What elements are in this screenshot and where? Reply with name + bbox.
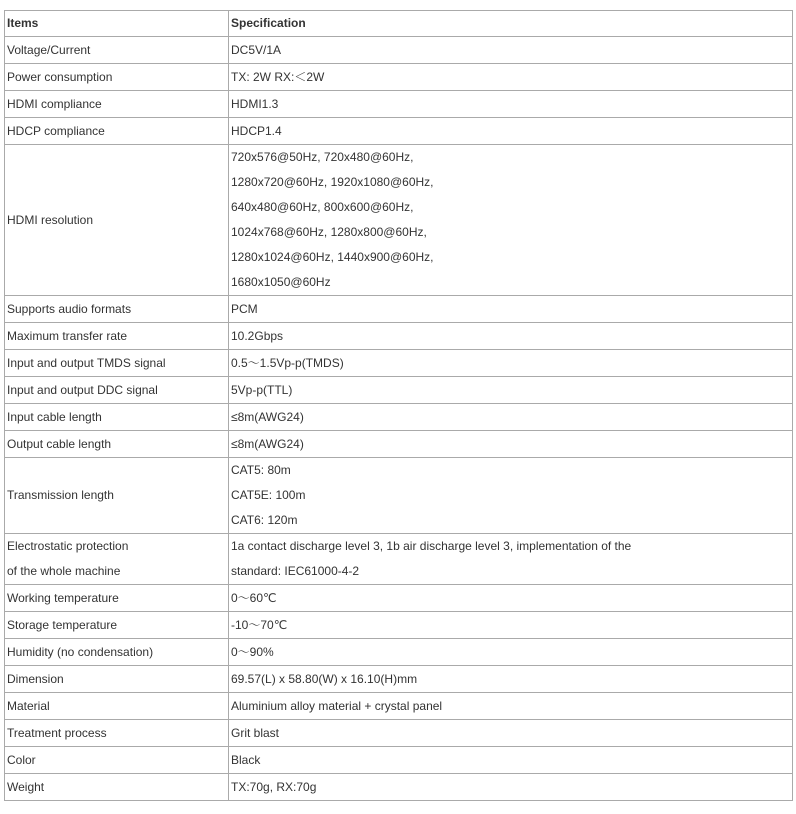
spec-cell	[229, 585, 793, 612]
spec-cell	[229, 431, 793, 458]
item-cell	[5, 693, 229, 720]
item-cell-line: Input and output TMDS signal	[7, 355, 166, 370]
spec-cell-line: HDMI1.3	[231, 96, 279, 111]
spec-cell-line: -10～70℃	[231, 617, 288, 632]
item-cell-line: Transmission length	[7, 488, 114, 502]
item-cell	[5, 774, 229, 801]
table-row	[5, 377, 793, 404]
table-row	[5, 458, 793, 534]
spec-cell	[229, 145, 793, 296]
item-cell	[5, 585, 229, 612]
item-cell-line: Input cable length	[7, 409, 102, 424]
item-cell-line: Voltage/Current	[7, 42, 91, 57]
item-cell	[5, 296, 229, 323]
item-cell	[5, 747, 229, 774]
table-row	[5, 296, 793, 323]
item-cell	[5, 145, 229, 296]
specification-table	[4, 10, 793, 801]
table-row	[5, 91, 793, 118]
item-cell-line: HDCP compliance	[7, 123, 105, 138]
item-cell-line: Output cable length	[7, 436, 112, 451]
spec-cell-line: DC5V/1A	[231, 42, 282, 57]
table-row	[5, 350, 793, 377]
spec-cell	[229, 377, 793, 404]
table-row	[5, 639, 793, 666]
spec-cell-line: standard: IEC61000-4-2	[231, 564, 360, 578]
table-row	[5, 693, 793, 720]
item-cell	[5, 666, 229, 693]
spec-cell-line: 1024x768@60Hz, 1280x800@60Hz,	[231, 225, 427, 239]
spec-cell-line: 720x576@50Hz, 720x480@60Hz,	[231, 150, 414, 164]
item-cell-line: Humidity (no condensation)	[7, 644, 154, 659]
item-cell-line: Dimension	[7, 671, 64, 686]
spec-cell	[229, 534, 793, 585]
item-cell-line: Power consumption	[7, 69, 113, 84]
table-row	[5, 64, 793, 91]
spec-cell-line: Aluminium alloy material + crystal panel	[231, 698, 443, 713]
item-cell	[5, 404, 229, 431]
spec-cell-line: 0～90%	[231, 644, 274, 659]
table-row	[5, 747, 793, 774]
item-cell-line: Material	[7, 698, 50, 713]
table-row	[5, 534, 793, 585]
item-cell	[5, 458, 229, 534]
item-cell-line: Input and output DDC signal	[7, 382, 158, 397]
table-body	[5, 37, 793, 801]
spec-cell-line: Black	[231, 752, 261, 767]
spec-cell	[229, 747, 793, 774]
item-cell-line: Treatment process	[7, 725, 107, 740]
item-cell-line: Storage temperature	[7, 617, 118, 632]
spec-cell	[229, 774, 793, 801]
spec-cell-line: 1680x1050@60Hz	[231, 275, 331, 289]
item-cell-line: Color	[7, 752, 36, 767]
spec-cell	[229, 350, 793, 377]
spec-cell-line: 1a contact discharge level 3, 1b air discharge level 3, implementation of the	[231, 539, 632, 553]
spec-cell	[229, 64, 793, 91]
item-cell-line: HDMI compliance	[7, 96, 102, 111]
table-row	[5, 431, 793, 458]
spec-cell-line: 69.57(L) x 58.80(W) x 16.10(H)mm	[231, 671, 418, 686]
table-row	[5, 774, 793, 801]
item-cell-line: HDMI resolution	[7, 212, 94, 227]
spec-cell-line: 640x480@60Hz, 800x600@60Hz,	[231, 200, 414, 214]
spec-cell-line: Grit blast	[231, 725, 280, 740]
item-cell	[5, 118, 229, 145]
item-cell-line: Working temperature	[7, 590, 119, 605]
spec-cell-line: CAT5E: 100m	[231, 488, 306, 502]
item-cell	[5, 91, 229, 118]
item-cell-line: Weight	[7, 779, 45, 794]
item-cell	[5, 431, 229, 458]
table-row	[5, 37, 793, 64]
spec-cell	[229, 666, 793, 693]
item-cell	[5, 612, 229, 639]
item-cell	[5, 37, 229, 64]
spec-cell-line: TX: 2W RX:＜2W	[231, 69, 325, 84]
table-row	[5, 720, 793, 747]
spec-cell-line: PCM	[231, 301, 258, 316]
table-row	[5, 585, 793, 612]
spec-cell-line: ≤8m(AWG24)	[231, 436, 304, 451]
spec-cell	[229, 693, 793, 720]
spec-cell-line: CAT6: 120m	[231, 513, 298, 527]
spec-cell	[229, 458, 793, 534]
item-cell	[5, 323, 229, 350]
spec-cell	[229, 91, 793, 118]
spec-cell	[229, 118, 793, 145]
spec-cell-line: HDCP1.4	[231, 123, 282, 138]
spec-cell-line: 0～60℃	[231, 590, 277, 605]
table-row	[5, 323, 793, 350]
spec-cell-line: 10.2Gbps	[231, 328, 284, 343]
item-cell	[5, 639, 229, 666]
spec-cell-line: CAT5: 80m	[231, 463, 291, 477]
spec-cell-line: ≤8m(AWG24)	[231, 409, 304, 424]
spec-cell	[229, 639, 793, 666]
table-header-row	[5, 11, 793, 37]
table-row	[5, 666, 793, 693]
table-row	[5, 404, 793, 431]
spec-cell-line: 1280x1024@60Hz, 1440x900@60Hz,	[231, 250, 434, 264]
item-cell-line: Electrostatic protection	[7, 539, 129, 553]
item-cell-line: Maximum transfer rate	[7, 328, 128, 343]
spec-cell-line: 5Vp-p(TTL)	[231, 382, 293, 397]
spec-cell	[229, 404, 793, 431]
spec-cell	[229, 612, 793, 639]
spec-cell	[229, 323, 793, 350]
spec-cell	[229, 296, 793, 323]
table-row	[5, 118, 793, 145]
item-cell-line: Supports audio formats	[7, 301, 132, 316]
spec-cell-line: 0.5～1.5Vp-p(TMDS)	[231, 355, 344, 370]
item-cell	[5, 377, 229, 404]
table-row	[5, 612, 793, 639]
spec-cell	[229, 37, 793, 64]
item-cell	[5, 720, 229, 747]
spec-cell-line: TX:70g, RX:70g	[231, 779, 317, 794]
header-items: Items	[5, 11, 229, 37]
table-row	[5, 145, 793, 296]
item-cell	[5, 350, 229, 377]
spec-cell	[229, 720, 793, 747]
item-cell	[5, 64, 229, 91]
header-specification: Specification	[229, 11, 793, 37]
item-cell-line: of the whole machine	[7, 564, 121, 578]
item-cell	[5, 534, 229, 585]
spec-cell-line: 1280x720@60Hz, 1920x1080@60Hz,	[231, 175, 434, 189]
